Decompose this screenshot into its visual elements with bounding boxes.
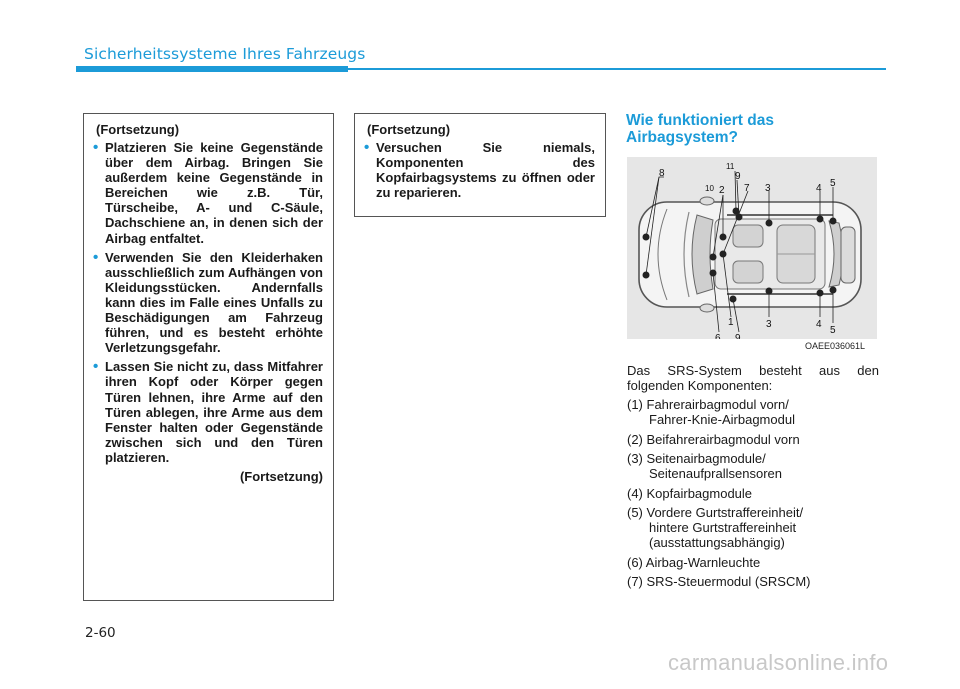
label-9b: 9: [735, 333, 741, 339]
bullet-item: • Platzieren Sie keine Gegenstände über dem Airbag. Bringen Sie außerdem keine Gegenstände in Bereichen wie z.B. Tür, Türscheibe, A- und C-Säule, Dachschiene an, in denen sich der Airbag entfaltet.: [96, 140, 323, 246]
list-item: (3) Seitenairbagmodule/ Seitenaufprallsensoren: [627, 451, 782, 481]
header-title: Sicherheitssysteme Ihres Fahrzeugs: [84, 45, 366, 63]
label-1: 1: [728, 317, 734, 328]
airbag-diagram: [627, 157, 877, 339]
bullet-item: • Versuchen Sie niemals, Komponenten des Kopfairbagsystems zu öffnen oder zu reparieren.: [367, 140, 595, 200]
label-3: 3: [765, 183, 771, 194]
continued-label: (Fortsetzung): [367, 122, 451, 137]
continued-label: (Fortsetzung): [96, 122, 180, 137]
bullet-item: • Lassen Sie nicht zu, dass Mitfahrer ihren Kopf oder Körper gegen Türen lehnen, ihre Arme auf den Türen ablegen, ihre Arme aus dem Fenster halten oder Gegenstände zwischen sich und den Türen platzieren.: [96, 359, 323, 465]
bullet-item: • Verwenden Sie den Kleiderhaken ausschließlich zum Aufhängen von Kleidungsstücken. Andernfalls kann dies im Falle eines Unfalls zu Beschädigungen am Fahrzeug führen, und es besteht erhöhte Verletzungsgefahr.: [96, 250, 323, 356]
component-list: [627, 397, 887, 594]
intro-paragraph: Das SRS-System besteht aus den folgenden Komponenten:: [627, 363, 879, 393]
label-2: 2: [719, 185, 725, 196]
label-8: 8: [659, 168, 665, 179]
list-item: (6) Airbag-Warnleuchte: [627, 554, 761, 570]
list-item: (2) Beifahrerairbagmodul vorn: [627, 431, 800, 447]
list-item: (1) Fahrerairbagmodul vorn/ Fahrer-Knie-Airbagmodul: [627, 397, 795, 427]
label-5b: 5: [830, 325, 836, 336]
header-bar: [76, 66, 348, 72]
label-11: 11: [726, 162, 735, 171]
label-5: 5: [830, 178, 836, 189]
figure-code: OAEE036061L: [805, 341, 866, 351]
label-7: 7: [744, 183, 750, 194]
list-item: (5) Vordere Gurtstraffereinheit/ hintere Gurtstraffereinheit (ausstattungsabhängig): [627, 505, 804, 550]
page-number: 2-60: [85, 625, 116, 641]
section-title: Wie funktioniert das Airbagsystem?: [626, 112, 774, 146]
label-3b: 3: [766, 319, 772, 330]
label-4b: 4: [816, 319, 822, 330]
label-10: 10: [705, 184, 714, 193]
label-4: 4: [816, 183, 822, 194]
car-topview-illustration: [627, 157, 877, 339]
list-item: (4) Kopfairbagmodule: [627, 485, 753, 501]
header-rule: [348, 68, 886, 70]
label-6: 6: [715, 333, 721, 339]
warning-box-continued: [83, 113, 334, 601]
label-9: 9: [735, 171, 741, 182]
watermark: carmanualsonline.info: [668, 650, 889, 675]
warning-box-continued-2: [354, 113, 606, 217]
continued-label: (Fortsetzung): [239, 468, 323, 484]
list-item: (7) SRS-Steuermodul (SRSCM): [627, 574, 811, 589]
